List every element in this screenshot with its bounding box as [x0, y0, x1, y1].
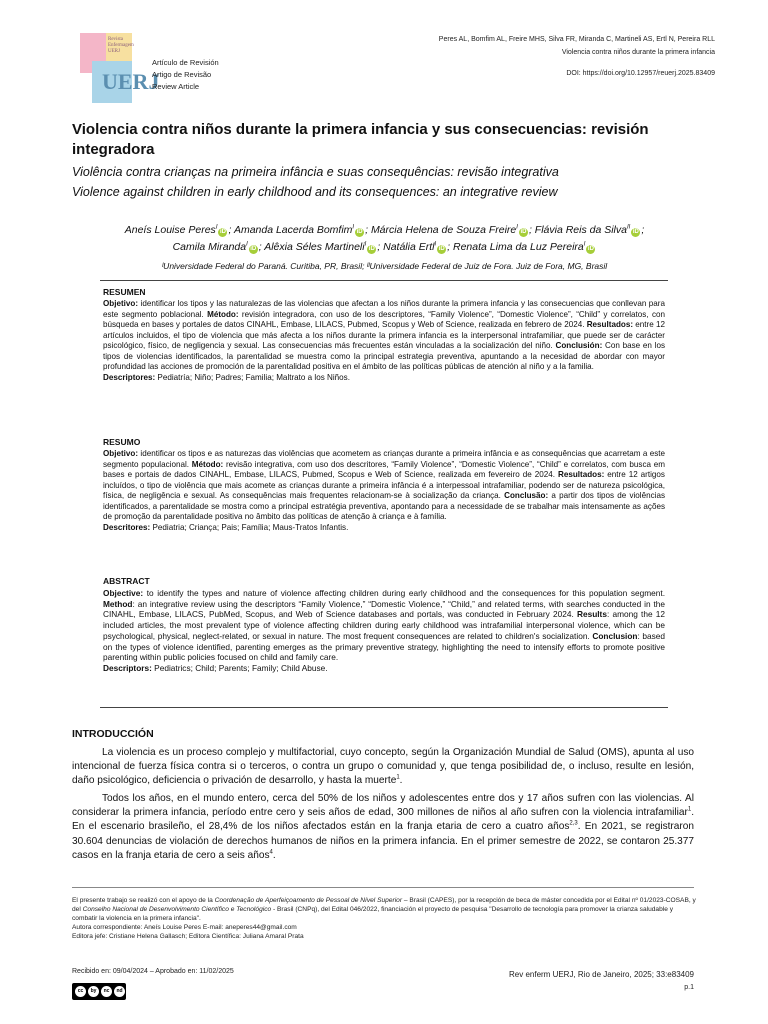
- journal-citation: [509, 968, 694, 994]
- page-number: p.1: [684, 984, 694, 991]
- resumo-section: [103, 437, 665, 533]
- resumo-heading: RESUMO: [103, 437, 141, 447]
- cc-cc-icon: cc: [75, 986, 86, 997]
- footnote-divider: [72, 887, 694, 888]
- affiliations: ᴵUniversidade Federal do Paraná. Curitiba, PR, Brasil; ᴵᴵUniversidade Federal de Juiz de Fora. Juiz de Fora, MG, Brasil: [161, 261, 608, 271]
- resumen-body: Objetivo: identificar los tipos y las naturalezas de las violencias que afectan a los niños durante la primera infancia y las consecuencias que conllevan para este segmento poblacional. Método: revisión integradora, con uso de los descriptores, “Family Violence”, “Domestic Violence”, “Child” y correlatos, con búsqueda en bases y portales de datos CINAHL, Embase, LILACS, Pubmed, Scopus y Web of Science, realizada en febrero de 2024. Resultados: entre 12 artículos incluidos, el tipo de violencia que más afecta a los niños durante la primera infancia es la interpersonal intrafamiliar, que puede ser de carácter psicológico, físico, de negligencia y sexual. Las consecuencias más frecuentes están vinculadas a la socialización del niño. Conclusión: Con base en los tipos de violencias identificados, la parentalidad se muestra como la principal estrategia preventiva, apuntando a la necesidad de abordar con mayor profundidad las acciones de promoción de la parentalidad positiva en el ámbito de las políticas públicas de atención al niño y a la familia.: [103, 299, 665, 372]
- author-name: Flávia Reis da Silva: [534, 224, 627, 236]
- abstract-heading: ABSTRACT: [103, 576, 150, 586]
- author-separator: ;: [228, 224, 234, 236]
- author-separator: ;: [377, 241, 384, 253]
- author-name: Renata Lima da Luz Pereira: [453, 241, 584, 253]
- author-name: Márcia Helena de Souza Freire: [370, 224, 517, 236]
- orcid-icon[interactable]: iD: [520, 229, 527, 235]
- orcid-icon[interactable]: iD: [438, 246, 445, 252]
- cc-nd-icon: nd: [114, 986, 125, 997]
- abstract-box: [100, 280, 668, 708]
- funding-note: El presente trabajo se realizó con el apoyo de la Coordenação de Aperfeiçoamento de Pessoal de Nível Superior – Brasil (CAPES), por la recepción de beca de máster concedida por el Edital nº 01/2023-COSAB, y del Conselho Nacional de Desenvolvimento Científico e Tecnológico - Brasil (CNPq), del Edital 046/2022, financiación el proyecto de pesquisa "Desarrollo de tecnología para promover la crianza saludable y combatir la violencia en la primera infancia".: [72, 897, 696, 923]
- intro-heading: INTRODUCCIÓN: [72, 728, 154, 740]
- resumo-descriptors: Descritores: Pediatria; Criança; Pais; Família; Maus-Tratos Infantis.: [103, 522, 349, 532]
- author-affiliation-mark: I: [215, 224, 218, 231]
- footnote: [72, 896, 700, 941]
- orcid-icon[interactable]: iD: [356, 229, 363, 235]
- author-separator: ;: [528, 224, 535, 236]
- journal-logo: [80, 33, 160, 103]
- editors: Editora jefe: Cristiane Helena Gallasch; Editora Científica: Juliana Amaral Prata: [72, 933, 304, 941]
- author-list: [72, 222, 697, 256]
- author-affiliation-mark: I: [364, 241, 367, 248]
- cc-by-icon: by: [88, 986, 99, 997]
- corresponding-author: Autora correspondiente: Aneís Louise Peres E-mail: aneperes44@gmail.com: [72, 924, 297, 932]
- author-name: Alêxia Séles Martineli: [264, 241, 365, 253]
- author-affiliation-mark: I: [516, 224, 518, 231]
- author-affiliation-mark: I: [434, 241, 437, 248]
- orcid-icon[interactable]: iD: [219, 229, 226, 235]
- running-authors: Peres AL, Bomfim AL, Freire MHS, Silva FR, Miranda C, Martineli AS, Ertl N, Pereira RLL: [438, 36, 715, 43]
- received-dates: Recibido en: 09/04/2024 – Aprobado en: 11/02/2025: [72, 968, 234, 975]
- intro-paragraph-1: La violencia es un proceso complejo y multifactorial, cuyo concepto, según la Organización Mundial de Salud (OMS), apunta al uso intencional de fuerza física contra si o terceros, o contra un grupo o comunidad y, que tenga posibilidad de, o incluso, resulte en lesión, daño psicológico, deficiencia o privación de desarrollo, y hasta la muerte$^1$.: [72, 747, 694, 787]
- author-name: Camila Miranda: [172, 241, 247, 253]
- intro-body: [72, 746, 694, 867]
- orcid-icon[interactable]: iD: [587, 246, 594, 252]
- title-pt: Violência contra crianças na primeira infância e suas consequências: revisão integrativa: [72, 165, 559, 179]
- author-separator: ;: [258, 241, 265, 253]
- author-name: Natália Ertl: [383, 241, 435, 253]
- doi-link[interactable]: DOI: https://doi.org/10.12957/reuerj.2025.83409: [566, 70, 715, 77]
- cc-nc-icon: nc: [101, 986, 112, 997]
- cc-license-badge[interactable]: [72, 983, 126, 1000]
- resumo-body: Objetivo: identificar os tipos e as naturezas das violências que acometem as crianças durante a primeira infância e as consequências que acarretam a este segmento populacional. Método: revisão integrativa, com uso dos descritores, “Family Violence”, “Domestic Violence”, “Child” e correlatos, com busca em bases e portais de dados CINAHL, Embase, LILACS, Pubmed, Scopus e Web of Science, realizada em fevereiro de 2024. Resultados: entre 12 artigos incluídos, o tipo de violência que mais acomete as crianças durante a primeira infância é a interpessoal intrafamiliar, podendo ser de natureza psicológica, física, de negligência e sexual. As consequências mais frequentes relacionam-se à socialização da criança. Conclusão: a partir dos tipos de violências identificados, a parentalidade se mostra como a principal estratégia preventiva, apontando para a necessidade de se trabalhar mais intensamente as ações de promoção da parentalidade positiva no âmbito das políticas de atenção à criança e à família.: [103, 449, 666, 522]
- article-type-pt: Artigo de Revisão: [152, 70, 212, 79]
- abstract-descriptors: Descriptors: Pediatrics; Child; Parents; Family; Child Abuse.: [103, 662, 328, 673]
- orcid-icon[interactable]: iD: [368, 246, 375, 252]
- titles: [72, 120, 702, 202]
- article-type-en: Review Article: [152, 82, 200, 91]
- author-affiliation-mark: II: [626, 224, 631, 231]
- author-affiliation-mark: I: [352, 224, 355, 231]
- resumen-heading: RESUMEN: [103, 287, 146, 297]
- orcid-icon[interactable]: iD: [632, 229, 639, 235]
- abstract-body: Objective: to identify the types and nature of violence affecting children during early childhood and the consequences for this population segment. Method: an integrative review using the descriptors “Family Violence,” “Domestic Violence,” “Child,” and related terms, with searches conducted in the CINAHL, Embase, LILACS, PubMed, Scopus, and Web of Science databases and portals, was conducted in February 2024. Results: among the 12 included articles, the most prevalent type of violence affecting children during early childhood was intrafamilial interpersonal violence, which can be psychological, physical, neglect-related, or sexual in nature. The most frequent consequences are related to children's socialization. Conclusion: based on the types of violence identified, parenting emerges as the primary preventive strategy, highlighting the need to intensify efforts to promote positive parenting within public policies focused on child and family care.: [103, 588, 666, 663]
- author-separator: ;: [365, 224, 371, 236]
- author-affiliation-mark: I: [246, 241, 248, 248]
- author-separator: ;: [641, 224, 645, 236]
- intro-paragraph-2: Todos los años, en el mundo entero, cerca del 50% de los niños y adolescentes entre dos y 17 años sufren con las violencias. Al considerar la primera infancia, período entre cero y seis años de edad, 300 millones de niños al año sufren con la violencia intrafamiliar$^1$. En el escenario brasileño, el 28,4% de los niños afectados están en la franja etaria de cero a cuatro años$^{2,3}$. En 2021, se registraron 30.604 denuncias de violación de derechos humanos de niños en la primera infancia. En el primer semestre de 2022, se contaron 25.377 casos en la franja etaria de cero a seis años$^4$.: [72, 793, 694, 861]
- author-name: Amanda Lacerda Bomfim: [233, 224, 353, 236]
- running-head: [439, 33, 715, 59]
- logo-letters: UERJ: [102, 69, 160, 94]
- author-name: Aneís Louise Peres: [124, 224, 216, 236]
- author-separator: ;: [447, 241, 453, 253]
- running-title: Violencia contra niños durante la primera infancia: [561, 49, 715, 56]
- article-type-es: Artículo de Revisión: [152, 58, 219, 67]
- title-es: Violencia contra niños durante la primera infancia y sus consecuencias: revisión integradora: [72, 121, 649, 158]
- orcid-icon[interactable]: iD: [250, 246, 257, 252]
- abstract-section: [103, 576, 665, 674]
- logo-text: Revista Enfermagem UERJ: [108, 37, 134, 54]
- title-en: Violence against children in early childhood and its consequences: an integrative review: [72, 185, 558, 199]
- article-type: [152, 57, 219, 93]
- author-affiliation-mark: I: [583, 241, 586, 248]
- resumen-section: [103, 287, 665, 383]
- resumen-descriptors: Descriptores: Pediatría; Niño; Padres; Familia; Maltrato a los Niños.: [103, 372, 350, 382]
- journal-ref: Rev enferm UERJ, Rio de Janeiro, 2025; 33:e83409: [509, 970, 694, 979]
